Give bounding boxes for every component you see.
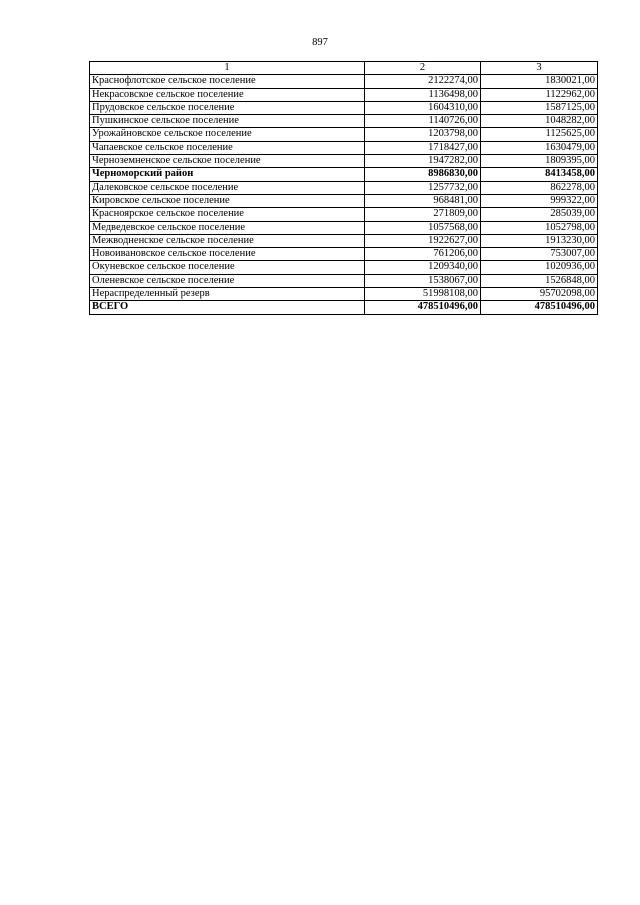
- row-value-col3: 1587125,00: [481, 101, 598, 114]
- row-value-col3: 285039,00: [481, 208, 598, 221]
- row-name-cell: Урожайновское сельское поселение: [90, 128, 365, 141]
- row-name-cell: Окуневское сельское поселение: [90, 261, 365, 274]
- row-value-col2: 761206,00: [365, 248, 481, 261]
- column-header-2: 2: [365, 62, 481, 75]
- budget-table: [89, 61, 598, 315]
- row-value-col3: 1052798,00: [481, 221, 598, 234]
- table-row: [90, 194, 598, 207]
- row-value-col3: 1048282,00: [481, 115, 598, 128]
- table-row-total: [90, 301, 598, 314]
- row-value-col3: 1125625,00: [481, 128, 598, 141]
- table-header-row: [90, 62, 598, 75]
- table-body: [90, 62, 598, 315]
- row-value-col2: 1922627,00: [365, 234, 481, 247]
- row-value-col3: 1809395,00: [481, 155, 598, 168]
- table-row: [90, 75, 598, 88]
- row-value-col3: 862278,00: [481, 181, 598, 194]
- table-row: [90, 261, 598, 274]
- row-value-col2: 1203798,00: [365, 128, 481, 141]
- row-name-cell: Межводненское сельское поселение: [90, 234, 365, 247]
- table-row: [90, 88, 598, 101]
- page-number: 897: [312, 37, 328, 48]
- row-value-col2: 1209340,00: [365, 261, 481, 274]
- row-value-col2: 1057568,00: [365, 221, 481, 234]
- table-row: [90, 288, 598, 301]
- row-name-cell: Пушкинское сельское поселение: [90, 115, 365, 128]
- row-name-cell: Кировское сельское поселение: [90, 194, 365, 207]
- table-row: [90, 234, 598, 247]
- row-value-col3: 1020936,00: [481, 261, 598, 274]
- row-value-col2: 2122274,00: [365, 75, 481, 88]
- row-name-cell: Оленевское сельское поселение: [90, 274, 365, 287]
- row-name-cell: Краснофлотское сельское поселение: [90, 75, 365, 88]
- table-row: [90, 181, 598, 194]
- row-name-cell: Медведевское сельское поселение: [90, 221, 365, 234]
- row-value-col2: 1538067,00: [365, 274, 481, 287]
- table-row: [90, 208, 598, 221]
- column-header-1: 1: [90, 62, 365, 75]
- table-row-total: [90, 168, 598, 181]
- row-name-cell: Черноморский район: [90, 168, 365, 181]
- row-name-cell: Чапаевское сельское поселение: [90, 141, 365, 154]
- row-value-col2: 51998108,00: [365, 288, 481, 301]
- table-row: [90, 128, 598, 141]
- row-value-col3: 1526848,00: [481, 274, 598, 287]
- table-row: [90, 221, 598, 234]
- row-value-col3: 1630479,00: [481, 141, 598, 154]
- row-value-col3: 1913230,00: [481, 234, 598, 247]
- column-header-3: 3: [481, 62, 598, 75]
- row-value-col3: 999322,00: [481, 194, 598, 207]
- row-value-col3: 478510496,00: [481, 301, 598, 314]
- row-value-col2: 1257732,00: [365, 181, 481, 194]
- row-value-col2: 1136498,00: [365, 88, 481, 101]
- row-name-cell: Красноярское сельское поселение: [90, 208, 365, 221]
- row-value-col3: 1830021,00: [481, 75, 598, 88]
- row-name-cell: Далековское сельское поселение: [90, 181, 365, 194]
- row-value-col2: 1140726,00: [365, 115, 481, 128]
- row-value-col2: 1718427,00: [365, 141, 481, 154]
- row-name-cell: Некрасовское сельское поселение: [90, 88, 365, 101]
- row-value-col3: 95702098,00: [481, 288, 598, 301]
- row-name-cell: Нераспределенный резерв: [90, 288, 365, 301]
- row-value-col2: 1604310,00: [365, 101, 481, 114]
- row-name-cell: Новоивановское сельское поселение: [90, 248, 365, 261]
- table-row: [90, 101, 598, 114]
- row-value-col3: 1122962,00: [481, 88, 598, 101]
- row-value-col3: 8413458,00: [481, 168, 598, 181]
- row-value-col2: 478510496,00: [365, 301, 481, 314]
- row-value-col2: 8986830,00: [365, 168, 481, 181]
- table-row: [90, 248, 598, 261]
- row-name-cell: ВСЕГО: [90, 301, 365, 314]
- table-row: [90, 155, 598, 168]
- row-value-col3: 753007,00: [481, 248, 598, 261]
- row-name-cell: Прудовское сельское поселение: [90, 101, 365, 114]
- table-row: [90, 115, 598, 128]
- row-value-col2: 968481,00: [365, 194, 481, 207]
- row-name-cell: Черноземненское сельское поселение: [90, 155, 365, 168]
- row-value-col2: 271809,00: [365, 208, 481, 221]
- table-row: [90, 141, 598, 154]
- table-row: [90, 274, 598, 287]
- row-value-col2: 1947282,00: [365, 155, 481, 168]
